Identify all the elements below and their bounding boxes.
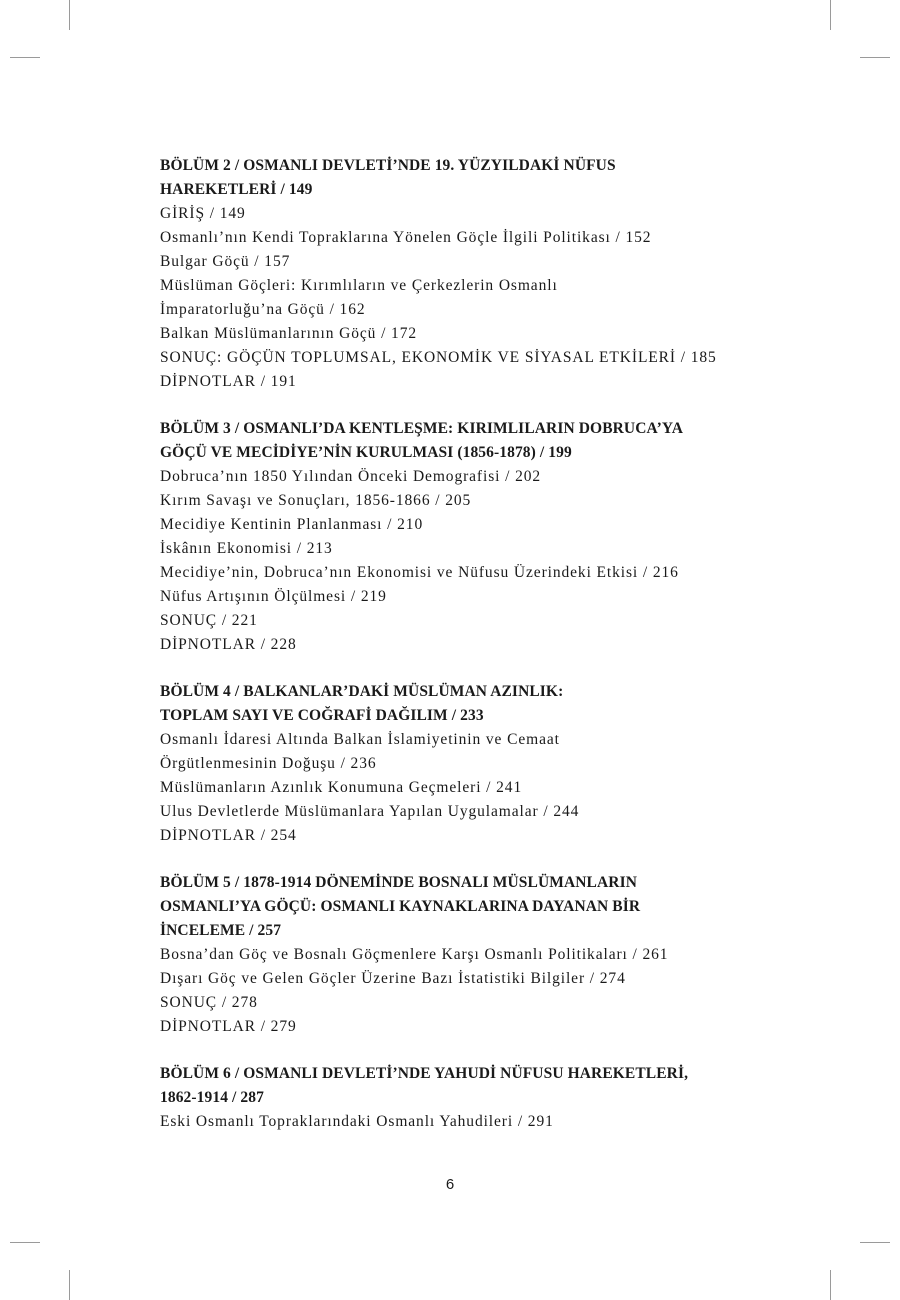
- toc-entry: [160, 322, 780, 346]
- page-number: 6: [445, 1176, 455, 1193]
- toc-entry-line: İskânın Ekonomisi / 213: [160, 540, 333, 557]
- table-of-contents: [160, 154, 780, 1157]
- toc-entry: [160, 370, 780, 394]
- toc-entry-line: DİPNOTLAR / 228: [160, 636, 297, 653]
- toc-entry: [160, 537, 780, 561]
- chapter-heading-line: BÖLÜM 3 / OSMANLI’DA KENTLEŞME: KIRIMLILARIN DOBRUCA’YA: [160, 420, 684, 437]
- crop-mark-right-bottom: [860, 1242, 890, 1243]
- toc-entry: [160, 776, 780, 800]
- toc-entry-line: Dışarı Göç ve Gelen Göçler Üzerine Bazı İstatistiki Bilgiler / 274: [160, 970, 626, 987]
- toc-section: [160, 154, 780, 394]
- toc-entry: [160, 943, 780, 967]
- toc-entry: [160, 633, 780, 657]
- toc-entry: [160, 346, 780, 370]
- toc-entry: [160, 967, 780, 991]
- toc-entry-line: GİRİŞ / 149: [160, 205, 246, 222]
- toc-entry-line: Ulus Devletlerde Müslümanlara Yapılan Uygulamalar / 244: [160, 803, 580, 820]
- crop-mark-top-left: [69, 0, 70, 30]
- toc-entry: [160, 991, 780, 1015]
- chapter-heading: [160, 417, 780, 465]
- toc-section: [160, 1062, 780, 1134]
- chapter-heading-line: İNCELEME / 257: [160, 922, 282, 939]
- toc-entry-line: İmparatorluğu’na Göçü / 162: [160, 301, 366, 318]
- toc-entry: [160, 1110, 780, 1134]
- toc-entry-line: Müslümanların Azınlık Konumuna Geçmeleri / 241: [160, 779, 523, 796]
- toc-entry-line: Dobruca’nın 1850 Yılından Önceki Demografisi / 202: [160, 468, 542, 485]
- crop-mark-left-top: [10, 57, 40, 58]
- chapter-heading-line: BÖLÜM 5 / 1878-1914 DÖNEMİNDE BOSNALI MÜSLÜMANLARIN: [160, 874, 638, 891]
- toc-entry: [160, 561, 780, 585]
- toc-entry: [160, 1015, 780, 1039]
- crop-mark-left-bottom: [10, 1242, 40, 1243]
- chapter-heading-line: 1862-1914 / 287: [160, 1089, 264, 1106]
- toc-entry: [160, 465, 780, 489]
- toc-entry-line: SONUÇ / 221: [160, 612, 258, 629]
- toc-entry-line: DİPNOTLAR / 279: [160, 1018, 297, 1035]
- toc-section: [160, 871, 780, 1039]
- chapter-heading-line: BÖLÜM 6 / OSMANLI DEVLETİ’NDE YAHUDİ NÜFUSU HAREKETLERİ,: [160, 1065, 689, 1082]
- crop-mark-bottom-left: [69, 1270, 70, 1300]
- chapter-heading-line: BÖLÜM 2 / OSMANLI DEVLETİ’NDE 19. YÜZYILDAKİ NÜFUS: [160, 157, 616, 174]
- toc-entry-line: DİPNOTLAR / 191: [160, 373, 297, 390]
- chapter-heading-line: BÖLÜM 4 / BALKANLAR’DAKİ MÜSLÜMAN AZINLIK:: [160, 683, 564, 700]
- toc-entry: [160, 226, 780, 250]
- toc-entry-line: Bosna’dan Göç ve Bosnalı Göçmenlere Karşı Osmanlı Politikaları / 261: [160, 946, 669, 963]
- crop-mark-bottom-right: [830, 1270, 831, 1300]
- toc-entry-line: Osmanlı İdaresi Altında Balkan İslamiyetinin ve Cemaat: [160, 731, 560, 748]
- chapter-heading: [160, 680, 780, 728]
- toc-entry: [160, 274, 780, 322]
- toc-entry-line: SONUÇ: GÖÇÜN TOPLUMSAL, EKONOMİK VE SİYASAL ETKİLERİ / 185: [160, 349, 717, 366]
- toc-entry-line: Kırım Savaşı ve Sonuçları, 1856-1866 / 205: [160, 492, 472, 509]
- toc-entry: [160, 202, 780, 226]
- toc-entry-line: Mecidiye’nin, Dobruca’nın Ekonomisi ve Nüfusu Üzerindeki Etkisi / 216: [160, 564, 679, 581]
- toc-entry-line: Müslüman Göçleri: Kırımlıların ve Çerkezlerin Osmanlı: [160, 277, 558, 294]
- toc-section: [160, 680, 780, 848]
- toc-entry: [160, 728, 780, 776]
- chapter-heading-line: TOPLAM SAYI VE COĞRAFİ DAĞILIM / 233: [160, 707, 484, 724]
- toc-entry-line: Mecidiye Kentinin Planlanması / 210: [160, 516, 424, 533]
- toc-entry-line: SONUÇ / 278: [160, 994, 258, 1011]
- toc-entry: [160, 585, 780, 609]
- chapter-heading-line: OSMANLI’YA GÖÇÜ: OSMANLI KAYNAKLARINA DAYANAN BİR: [160, 898, 641, 915]
- crop-mark-top-right: [830, 0, 831, 30]
- toc-entry: [160, 489, 780, 513]
- toc-entry-line: Eski Osmanlı Topraklarındaki Osmanlı Yahudileri / 291: [160, 1113, 554, 1130]
- chapter-heading-line: GÖÇÜ VE MECİDİYE’NİN KURULMASI (1856-1878) / 199: [160, 444, 572, 461]
- toc-entry-line: Osmanlı’nın Kendi Topraklarına Yönelen Göçle İlgili Politikası / 152: [160, 229, 652, 246]
- chapter-heading: [160, 1062, 780, 1110]
- toc-entry: [160, 824, 780, 848]
- toc-entry-line: Örgütlenmesinin Doğuşu / 236: [160, 755, 377, 772]
- toc-entry: [160, 609, 780, 633]
- toc-entry-line: Balkan Müslümanlarının Göçü / 172: [160, 325, 418, 342]
- chapter-heading: [160, 154, 780, 202]
- toc-entry-line: Nüfus Artışının Ölçülmesi / 219: [160, 588, 387, 605]
- toc-section: [160, 417, 780, 657]
- chapter-heading-line: HAREKETLERİ / 149: [160, 181, 313, 198]
- toc-entry: [160, 800, 780, 824]
- toc-entry: [160, 250, 780, 274]
- chapter-heading: [160, 871, 780, 943]
- toc-entry: [160, 513, 780, 537]
- toc-entry-line: DİPNOTLAR / 254: [160, 827, 297, 844]
- crop-mark-right-top: [860, 57, 890, 58]
- toc-entry-line: Bulgar Göçü / 157: [160, 253, 291, 270]
